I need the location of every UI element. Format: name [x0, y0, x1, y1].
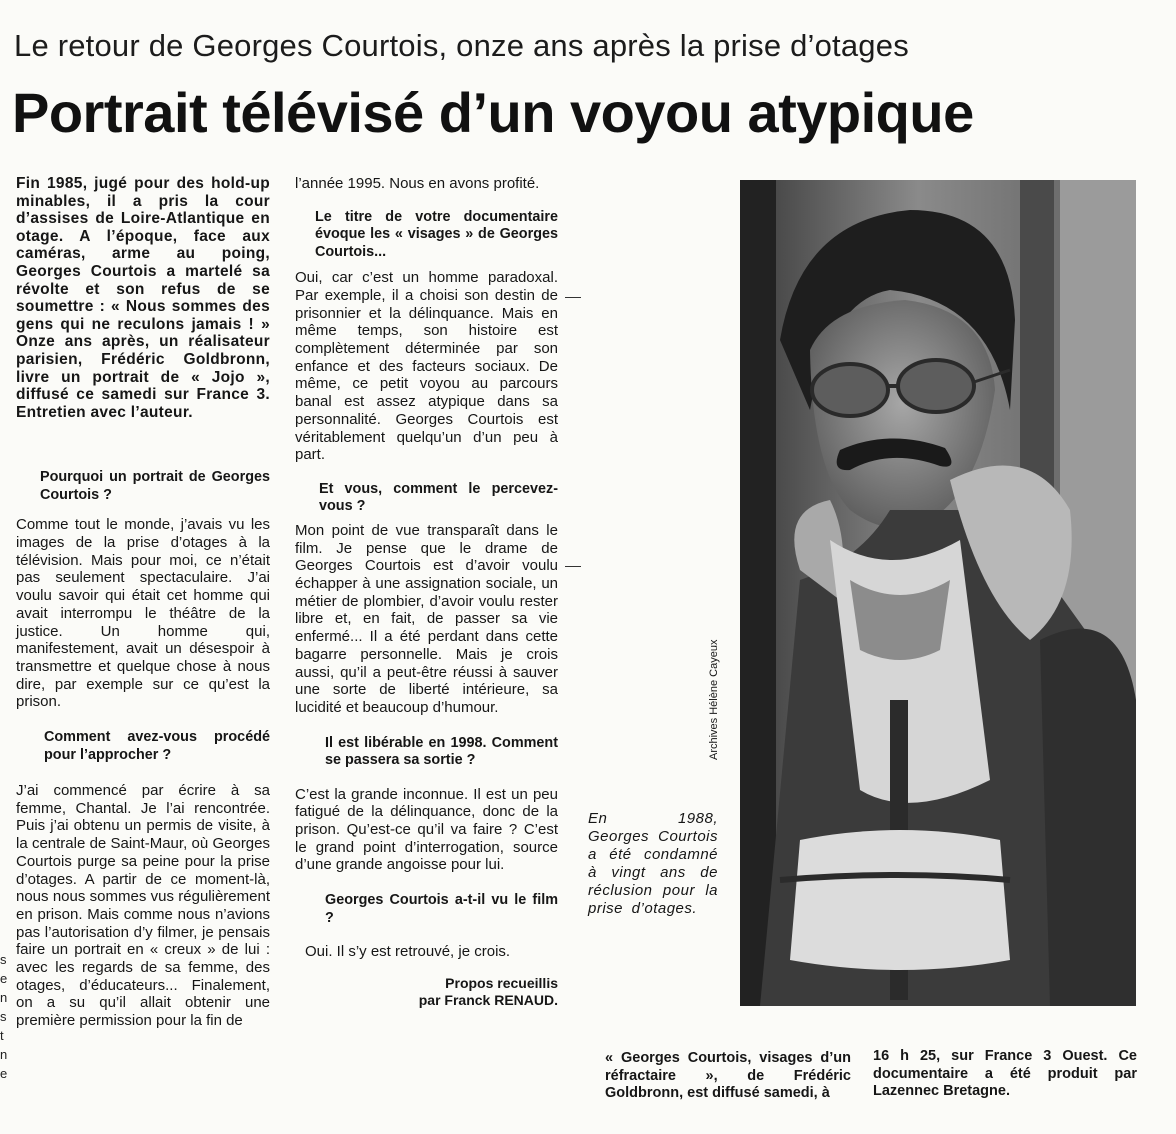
question-3: Le titre de votre documentaire évoque les « visages » de Georges Courtois... — [315, 208, 558, 260]
column-rule-mark — [565, 297, 581, 298]
edge-fragment: n — [0, 1047, 8, 1062]
question-5: Il est libérable en 1998. Comment se passera sa sortie ? — [325, 734, 558, 769]
edge-fragment: s — [0, 1009, 7, 1024]
question-2: Comment avez-vous procédé pour l’approcher ? — [44, 729, 270, 763]
answer-3: Oui, car c’est un homme paradoxal. Par exemple, il a choisi son destin de prisonnier et la délinquance. Mais en même temps, son histoire est complètement déterminée par son enfance et des facteurs sociaux. De même, ce petit voyou au parcours banal est assez atypique dans sa personnalité. Georges Courtois est véritablement quelqu’un d’un peu à part. — [295, 269, 558, 464]
answer-2-continued: l’année 1995. Nous en avons profité. — [295, 175, 540, 192]
left-edge-fragments — [0, 950, 7, 1083]
article-column-1 — [16, 175, 270, 1030]
headline: Portrait télévisé d’un voyou atypique — [12, 81, 974, 144]
question-1: Pourquoi un portrait de Georges Courtois ? — [40, 469, 270, 503]
portrait-photo — [740, 180, 1136, 1006]
answer-4: Mon point de vue transparaît dans le film. Je pense que le drame de Georges Courtois est d’avoir voulu échapper à une assignation sociale, un métier de plombier, d’avoir voulu rester libre et, en fait, de passer sa vie enfermé... Il a été perdant dans cette bagarre personnelle. Mais je crois aussi, qu’il a peut-être réussi à sauver une sorte de liberté intérieure, sa lucidité et beaucoup d’humour. — [295, 521, 558, 716]
edge-fragment: e — [0, 1066, 8, 1081]
photo-credit: Archives Hélène Cayeux — [708, 639, 720, 760]
kicker: Le retour de Georges Courtois, onze ans après la prise d’otages — [14, 28, 909, 63]
answer-2: J’ai commencé par écrire à sa femme, Chantal. Je l’ai rencontrée. Puis j’ai obtenu un permis de visite, à la centrale de Saint-Maur, où Georges Courtois purge sa peine pour la prise d’otages. A partir de ce moment-là, nous nous sommes vus régulièrement en prison. Mais comme nous n’avions pas l’autorisation d’y filmer, je pensais faire un portrait en « creux » de lui : avec les regards de sa femme, des otages, d’éducateurs... Finalement, on a su qu’il allait obtenir une première permission pour la fin de — [16, 782, 270, 1030]
article-column-2 — [295, 175, 558, 1010]
interview-credit-line-1: Propos recueillis — [445, 974, 558, 991]
column-rule-mark — [565, 566, 581, 567]
portrait-illustration — [740, 180, 1136, 1006]
edge-fragment: e — [0, 971, 8, 986]
broadcast-info-part-1: « Georges Courtois, visages d’un réfractaire », de Frédéric Goldbronn, est diffusé samedi, à — [605, 1050, 851, 1101]
answer-6: Oui. Il s’y est retrouvé, je crois. — [305, 943, 511, 961]
answer-1: Comme tout le monde, j’avais vu les images de la prise d’otages à la télévision. Mais pour moi, ce n’était pas seulement spectaculaire. J’ai voulu savoir qui était cet homme qui avait interrompu le théâtre de la justice. Un homme qui, manifestement, avait un désespoir à transmettre et quelque chose à nous dire, par exemple sur ce qu’est la prison. — [16, 516, 270, 711]
question-4: Et vous, comment le percevez-vous ? — [319, 480, 558, 515]
photo-caption: En 1988, Georges Courtois a été condamné à vingt ans de réclusion pour la prise d’otages. — [588, 810, 718, 917]
edge-fragment: n — [0, 990, 8, 1005]
broadcast-info-part-2: 16 h 25, sur France 3 Ouest. Ce documentaire a été produit par Lazennec Bretagne. — [873, 1048, 1137, 1099]
interview-credit-line-2: par Franck RENAUD. — [418, 992, 558, 1009]
answer-5: C’est la grande inconnue. Il est un peu fatigué de la délinquance, donc de la prison. Qu’est-ce qu’il va faire ? C’est le grand point d’interrogation, source d’une grande angoisse pour lui. — [295, 785, 558, 874]
lead-paragraph: Fin 1985, jugé pour des hold-up minables, il a pris la cour d’assises de Loire-Atlantique en otage. A l’époque, face aux caméras, arme au poing, Georges Courtois a martelé sa révolte et son refus de se soumettre : « Nous sommes des gens qui ne reculons jamais ! » Onze ans après, un réalisateur parisien, Frédéric Goldbronn, livre un portrait de « Jojo », diffusé ce samedi sur France 3. Entretien avec l’auteur. — [16, 175, 270, 421]
question-6: Georges Courtois a-t-il vu le film ? — [325, 892, 558, 926]
edge-fragment: s — [0, 952, 7, 967]
edge-fragment: t — [0, 1028, 4, 1043]
